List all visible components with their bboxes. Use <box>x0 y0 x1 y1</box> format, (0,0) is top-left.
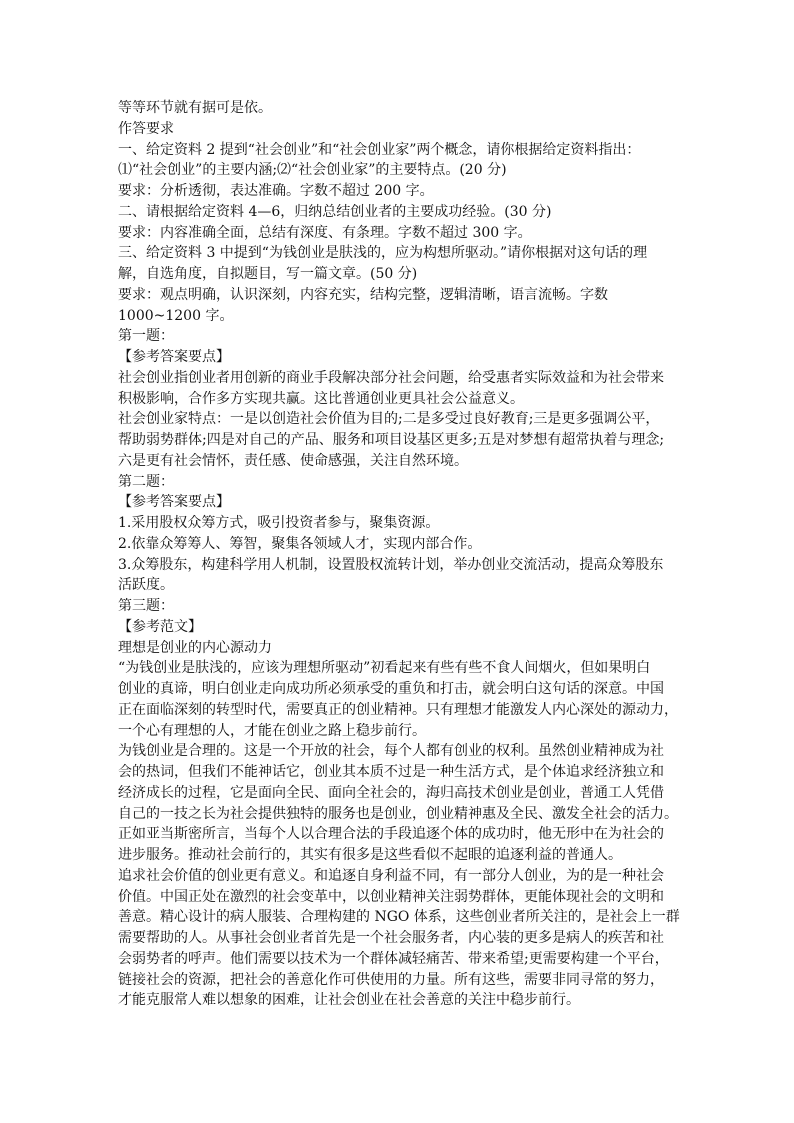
question-1-prompt-line: ⑴“社会创业”的主要内涵;⑵“社会创业家”的主要特点。(20 分) <box>118 162 507 179</box>
answer-1-line: 帮助弱势群体;四是对自己的产品、服务和项目设基区更多;五是对梦想有超常执着与理念; <box>118 432 665 448</box>
answer-1 <box>118 326 718 471</box>
essay-line: 追求社会价值的创业更有意义。和追逐自身利益不同，有一部分人创业，为的是一种社会 <box>118 867 664 884</box>
essay-line: 链接社会的资源，把社会的善意化作可供使用的力量。所有这些，需要非同寻常的努力， <box>118 971 664 988</box>
essay-line: 一个心有理想的人，才能在创业之路上稳步前行。 <box>118 722 426 739</box>
answer-2-heading: 第二题： <box>118 473 174 490</box>
question-1-requirement: 要求：分析透彻，表达准确。字数不超过 200 字。 <box>118 183 434 199</box>
essay-line: 善意。精心设计的病人服装、合理构建的 NGO 体系，这些创业者所关注的，是社会上一群 <box>118 909 680 926</box>
answer-2-line: 1.采用股权众筹方式，吸引投资者参与，聚集资源。 <box>118 515 440 531</box>
essay-line: 需要帮助的人。从事社会创业者首先是一个社会服务者，内心装的更多是病人的疾苦和社 <box>118 930 664 946</box>
document-body <box>118 98 718 1011</box>
answer-3 <box>118 596 718 1011</box>
answer-2 <box>118 472 718 597</box>
answer-1-line: 积极影响，合作多方实现共赢。这比普通创业更具社会公益意义。 <box>118 390 524 407</box>
question-3-requirement-line: 1000~1200 字。 <box>118 307 234 324</box>
essay-line: 正如亚当斯密所言，当每个人以合理合法的手段追逐个体的成功时，他无形中在为社会的 <box>118 826 664 843</box>
essay-line: “为钱创业是肤浅的，应该为理想所驱动”初看起来有些有些不食人间烟火，但如果明白 <box>118 660 651 677</box>
essay-line: 会弱势者的呼声。他们需要以技术为一个群体减轻痛苦、带来希望;更需要构建一个平台， <box>118 950 669 967</box>
answer-1-line: 社会创业指创业者用创新的商业手段解决部分社会问题，给受惠者实际效益和为社会带来 <box>118 369 664 386</box>
continuation-line: 等等环节就有据可是依。 <box>118 100 272 116</box>
essay-line: 经济成长的过程，它是面向全民、面向全社会的，海归高技术创业是创业，普通工人凭借 <box>118 784 664 801</box>
answer-2-line: 2.依靠众筹筹人、筹智，聚集各领域人才，实现内部合作。 <box>118 535 482 552</box>
essay-line: 为钱创业是合理的。这是一个开放的社会，每个人都有创业的权利。虽然创业精神成为社 <box>118 743 664 760</box>
essay-line: 价值。中国正处在激烈的社会变革中，以创业精神关注弱势群体，更能体现社会的文明和 <box>118 888 664 905</box>
question-2-requirement: 要求：内容准确全面，总结有深度、有条理。字数不超过 300 字。 <box>118 224 532 241</box>
question-2 <box>118 202 718 244</box>
answer-1-line: 社会创业家特点：一是以创造社会价值为目的;二是多受过良好教育;三是更多强调公平， <box>118 411 660 428</box>
essay-title: 理想是创业的内心源动力 <box>118 639 272 656</box>
essay-line: 进步服务。推动社会前行的，其实有很多是这些看似不起眼的追逐利益的普通人。 <box>118 847 622 863</box>
question-1-prompt-line: 一、给定资料 2 提到“社会创业”和“社会创业家”两个概念，请你根据给定资料指出： <box>118 141 641 158</box>
answer-2-line: 3.众筹股东，构建科学用人机制，设置股权流转计划，举办创业交流活动，提高众筹股东 <box>118 556 664 573</box>
answer-3-heading: 第三题： <box>118 598 174 614</box>
answer-2-line: 活跃度。 <box>118 577 174 594</box>
answer-1-label: 【参考答案要点】 <box>118 349 230 365</box>
essay-line: 创业的真谛，明白创业走向成功所必须承受的重负和打击，就会明白这句话的深意。中国 <box>118 681 664 697</box>
question-3-prompt-line: 解，自选角度，自拟题目，写一篇文章。(50 分) <box>118 266 418 282</box>
question-2-prompt: 二、请根据给定资料 4—6，归纳总结创业者的主要成功经验。(30 分) <box>118 203 552 220</box>
answer-1-heading: 第一题： <box>118 328 174 345</box>
essay-line: 正在面临深刻的转型时代，需要真正的创业精神。只有理想才能激发人内心深处的源动力， <box>118 701 678 718</box>
instructions-heading: 作答要求 <box>118 120 174 137</box>
question-3-requirement-line: 要求：观点明确，认识深刻，内容充实，结构完整，逻辑清晰，语言流畅。字数 <box>118 286 608 303</box>
answer-1-line: 六是更有社会情怀，责任感、使命感强，关注自然环境。 <box>118 452 468 469</box>
essay-line: 会的热词，但我们不能神话它，创业其本质不过是一种生活方式，是个体追求经济独立和 <box>118 764 664 780</box>
question-3-prompt-line: 三、给定资料 3 中提到“为钱创业是肤浅的，应为构想所驱动。”请你根据对这句话的理 <box>118 245 648 262</box>
answer-3-label: 【参考范文】 <box>118 618 202 635</box>
answer-2-label: 【参考答案要点】 <box>118 494 230 511</box>
question-1 <box>118 140 718 202</box>
question-3 <box>118 243 718 326</box>
essay-line: 才能克服常人难以想象的困难，让社会创业在社会善意的关注中稳步前行。 <box>118 992 580 1009</box>
essay-line: 自己的一技之长为社会提供独特的服务也是创业，创业精神惠及全民、激发全社会的活力。 <box>118 805 678 822</box>
